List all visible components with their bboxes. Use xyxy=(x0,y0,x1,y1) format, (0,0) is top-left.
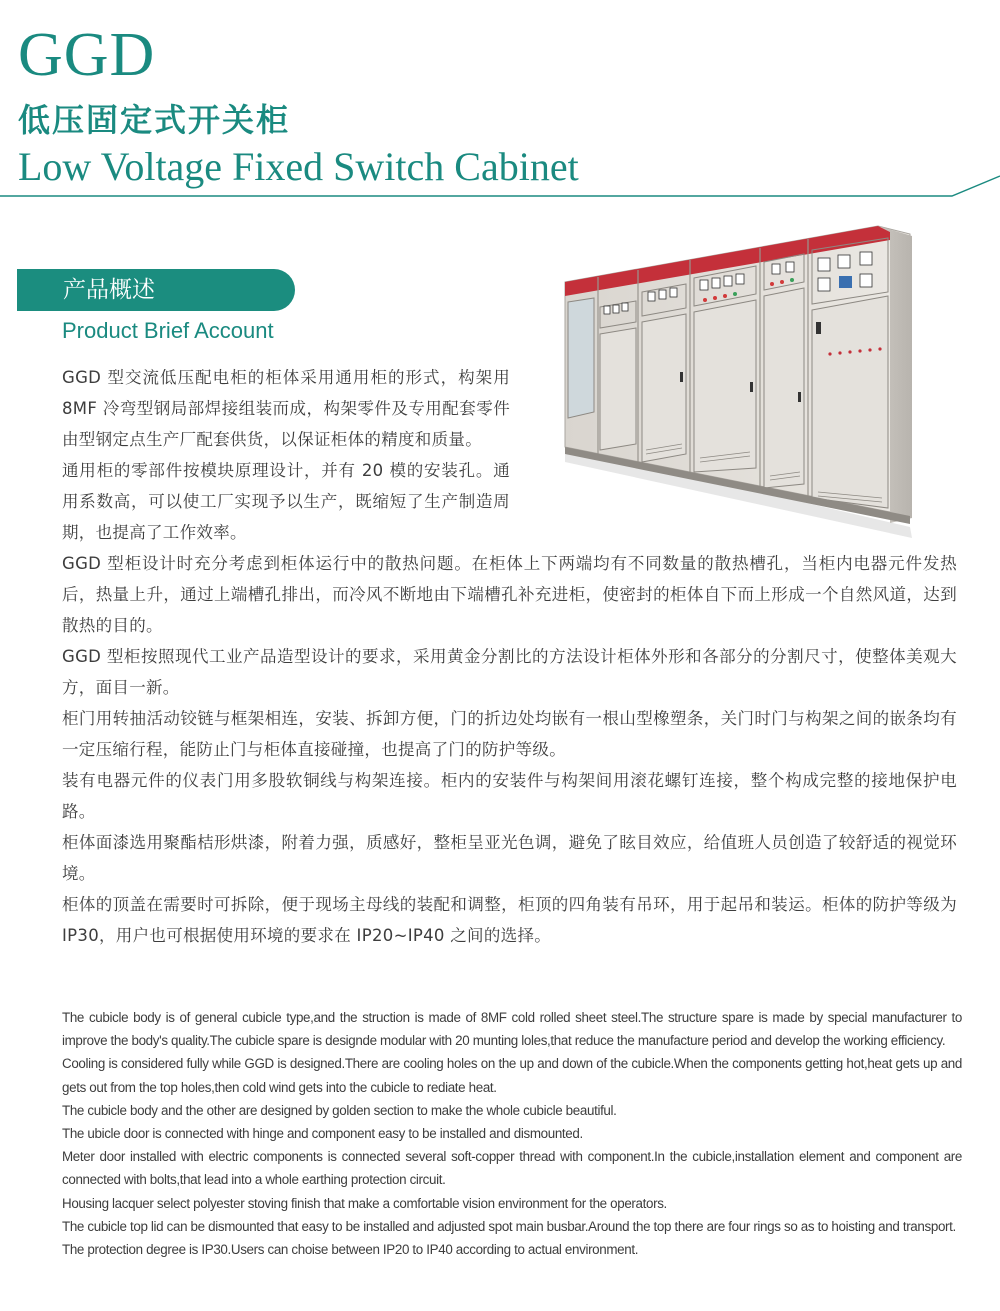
paragraph-cn: 通用柜的零部件按模块原理设计，并有 20 模的安装孔。通用系数高，可以使工厂实现予以生产，既缩短了生产制造周期，也提高了工作效率。 xyxy=(62,461,510,542)
paragraph-en: The protection degree is IP30.Users can choise between IP20 to IP40 according to actual environment. xyxy=(62,1242,639,1258)
paragraph-cn: 柜体的顶盖在需要时可拆除，便于现场主母线的装配和调整，柜顶的四角装有吊环，用于起吊和装运。柜体的防护等级为 IP30，用户也可根据使用环境的要求在 IP20~IP40 之间的选择。 xyxy=(62,895,957,945)
paragraph-en: Cooling is considered fully while GGD is designed.There are cooling holes on the up and down of the cubicle.When the components getting hot,heat gets up and gets out from the top holes,then cold wind gets into the cubicle to rediate heat. xyxy=(62,1056,962,1095)
paragraph-cn: GGD 型柜按照现代工业产品造型设计的要求，采用黄金分割比的方法设计柜体外形和各部分的分割尺寸，使整体美观大方，面目一新。 xyxy=(62,647,957,697)
model-title: GGD xyxy=(18,21,156,89)
paragraph-en: Housing lacquer select polyester stoving finish that make a comfortable vision environment for the operators. xyxy=(62,1195,667,1211)
body-text-en xyxy=(62,1006,962,1261)
paragraph-cn: GGD 型柜设计时充分考虑到柜体运行中的散热问题。在柜体上下两端均有不同数量的散热槽孔，当柜内电器元件发热后，热量上升，通过上端槽孔排出，而冷风不断地由下端槽孔补充进柜，使密封的柜体自下而上形成一个自然风道，达到散热的目的。 xyxy=(62,554,957,635)
paragraph-en: The cubicle top lid can be dismounted that easy to be installed and adjusted spot main busbar.Around the top there are four rings so as to hoisting and transport. xyxy=(62,1218,956,1234)
paragraph-en: The ubicle door is connected with hinge and component easy to be installed and dismounted. xyxy=(62,1126,583,1142)
page-title-cn: 低压固定式开关柜 xyxy=(18,101,291,139)
paragraph-cn: 柜门用转抽活动铰链与框架相连，安装、拆卸方便，门的折边处均嵌有一根山型橡塑条，关门时门与构架之间的嵌条均有一定压缩行程，能防止门与柜体直接碰撞，也提高了门的防护等级。 xyxy=(62,709,957,759)
section-title-cn: 产品概述 xyxy=(63,277,155,303)
header-divider xyxy=(0,174,1000,204)
page-title-en: Low Voltage Fixed Switch Cabinet xyxy=(18,144,579,189)
paragraph-en: The cubicle body is of general cubicle type,and the struction is made of 8MF cold rolled sheet steel.The structure spare is made by special manufacturer to improve the body's quality.The cubicle spare is designde modular with 20 munting loles,that reduce the manufacture period and develop the working efficiency. xyxy=(62,1010,962,1049)
section-heading-tab xyxy=(17,269,295,311)
body-text-cn-narrow xyxy=(62,362,510,548)
section-title-en: Product Brief Account xyxy=(62,318,274,343)
paragraph-en: The cubicle body and the other are designed by golden section to make the whole cubicle beautiful. xyxy=(62,1102,617,1118)
paragraph-cn: 装有电器元件的仪表门用多股软铜线与构架连接。柜内的安装件与构架间用滚花螺钉连接，整个构成完整的接地保护电路。 xyxy=(62,771,957,821)
paragraph-cn: 柜体面漆选用聚酯桔形烘漆，附着力强，质感好，整柜呈亚光色调，避免了眩目效应，给值班人员创造了较舒适的视觉环境。 xyxy=(62,833,957,883)
paragraph-cn: GGD 型交流低压配电柜的柜体采用通用柜的形式，构架用 8MF 冷弯型钢局部焊接组装而成，构架零件及专用配套零件由型钢定点生产厂配套供货，以保证柜体的精度和质量。 xyxy=(62,368,510,449)
paragraph-en: Meter door installed with electric components is connected several soft-copper thread with component.In the cubicle,installation element and component are connected with bolts,that lead into a whole earthing protection circuit. xyxy=(62,1149,962,1188)
body-text-cn xyxy=(62,362,957,951)
